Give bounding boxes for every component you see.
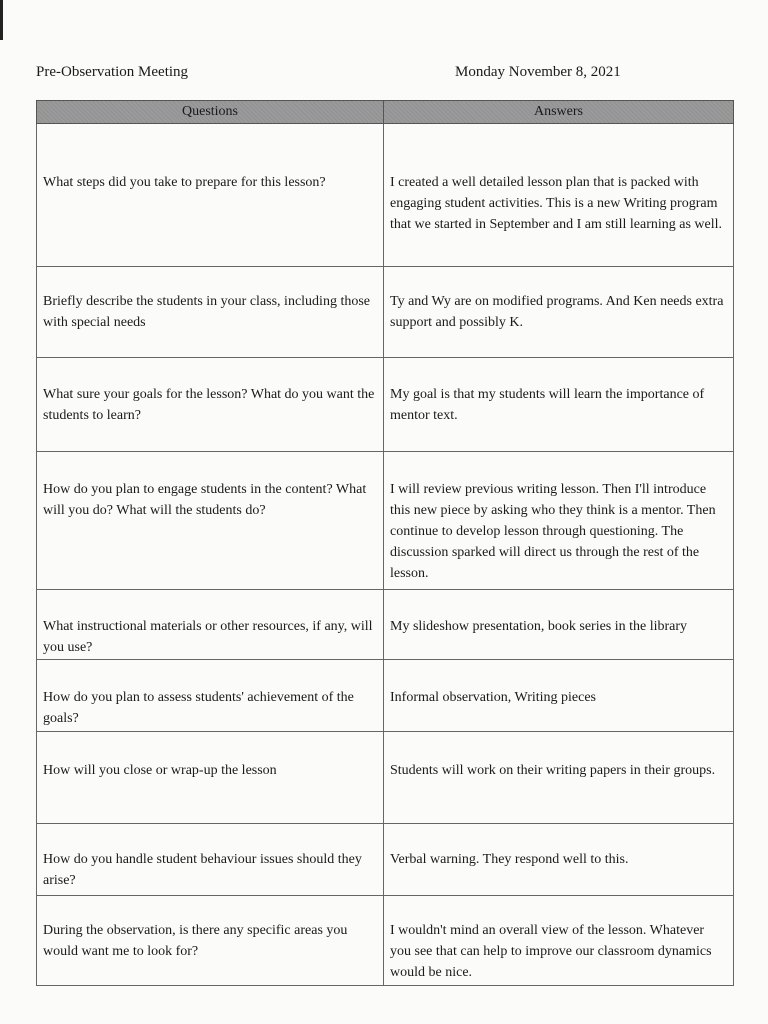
question-cell	[37, 660, 384, 732]
answer-text: Informal observation, Writing pieces	[390, 690, 597, 705]
question-cell	[37, 267, 384, 358]
question-text: Briefly describe the students in your class, including those with special needs	[43, 294, 370, 330]
table-row	[37, 824, 734, 896]
question-text: How do you handle student behaviour issues should they arise?	[43, 852, 362, 888]
question-text: How do you plan to assess students' achievement of the goals?	[43, 690, 354, 726]
scan-edge-mark	[0, 0, 3, 40]
table-row	[37, 452, 734, 590]
table-row	[37, 732, 734, 824]
question-text: What sure your goals for the lesson? What do you want the students to learn?	[43, 387, 375, 423]
question-cell	[37, 358, 384, 452]
question-cell	[37, 452, 384, 590]
answer-text: I created a well detailed lesson plan that is packed with engaging student activities. This is a new Writing program that we started in September and I am still learning as well.	[390, 175, 723, 232]
question-text: What steps did you take to prepare for this lesson?	[43, 175, 326, 190]
qa-table	[36, 100, 734, 986]
question-text: How will you close or wrap-up the lesson	[43, 763, 277, 778]
column-header-questions: Questions	[37, 101, 384, 124]
answer-text: I will review previous writing lesson. Then I'll introduce this new piece by asking who they think is a mentor. Then continue to develop lesson through questioning. The discussion sparked will direct us through the rest of the lesson.	[390, 482, 716, 581]
answer-cell	[384, 824, 734, 896]
column-header-answers: Answers	[384, 101, 734, 124]
table-row	[37, 660, 734, 732]
document-title: Pre-Observation Meeting	[36, 64, 189, 80]
table-row	[37, 267, 734, 358]
question-cell	[37, 590, 384, 660]
answer-cell	[384, 267, 734, 358]
answer-cell	[384, 896, 734, 986]
question-text: During the observation, is there any specific areas you would want me to look for?	[43, 923, 348, 959]
table-row	[37, 590, 734, 660]
question-cell	[37, 732, 384, 824]
answer-cell	[384, 358, 734, 452]
question-text: What instructional materials or other resources, if any, will you use?	[43, 619, 373, 655]
answer-text: Students will work on their writing papers in their groups.	[390, 763, 716, 778]
table-row	[37, 358, 734, 452]
answer-cell	[384, 660, 734, 732]
question-cell	[37, 896, 384, 986]
answer-text: My slideshow presentation, book series in the library	[390, 619, 688, 634]
answer-text: My goal is that my students will learn the importance of mentor text.	[390, 387, 705, 423]
answer-cell	[384, 124, 734, 267]
answer-text: Ty and Wy are on modified programs. And Ken needs extra support and possibly K.	[390, 294, 724, 330]
document-date: Monday November 8, 2021	[455, 64, 621, 80]
answer-cell	[384, 590, 734, 660]
table-header-row	[37, 101, 734, 124]
question-cell	[37, 124, 384, 267]
answer-cell	[384, 452, 734, 590]
answer-text: Verbal warning. They respond well to this.	[390, 852, 629, 867]
answer-text: I wouldn't mind an overall view of the lesson. Whatever you see that can help to improve our classroom dynamics would be nice.	[390, 923, 712, 980]
table-row	[37, 896, 734, 986]
question-text: How do you plan to engage students in the content? What will you do? What will the students do?	[43, 482, 367, 518]
question-cell	[37, 824, 384, 896]
table-row	[37, 124, 734, 267]
answer-cell	[384, 732, 734, 824]
